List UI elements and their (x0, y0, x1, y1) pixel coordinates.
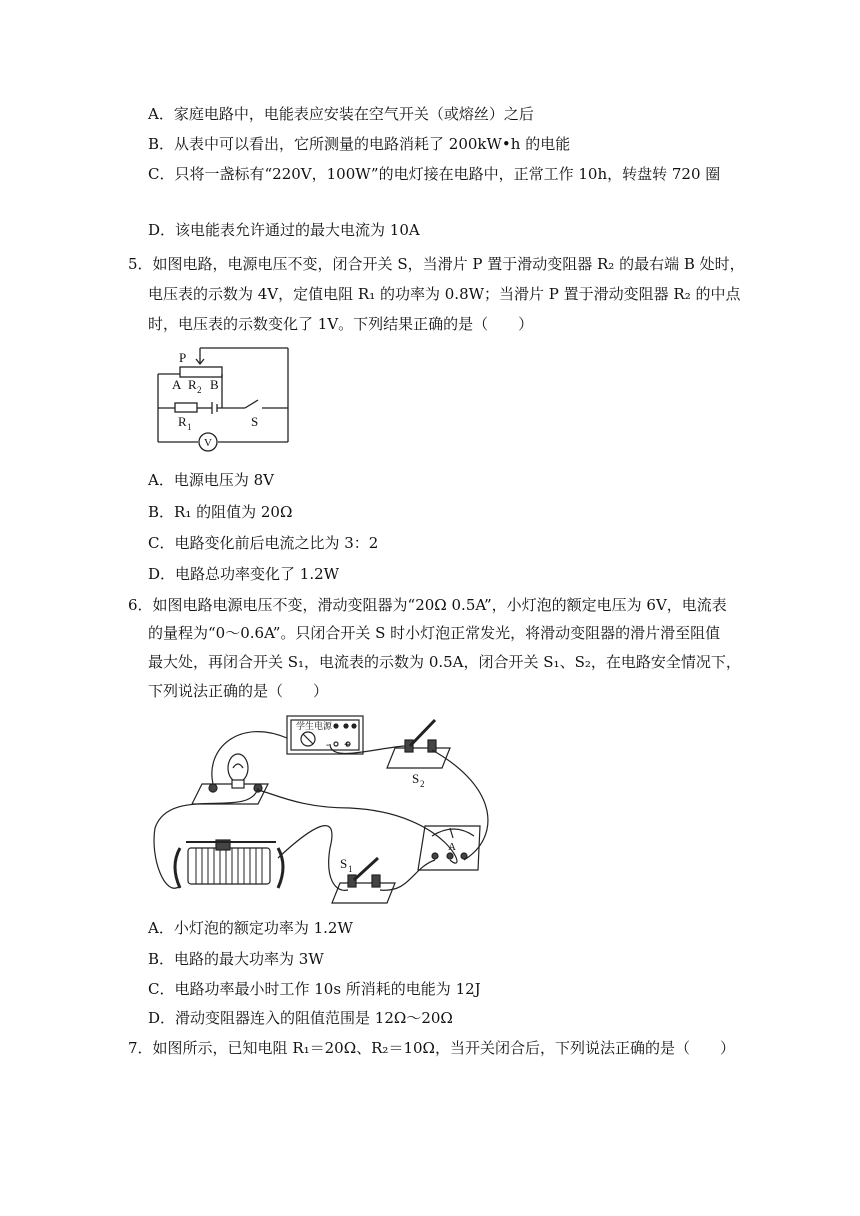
q4-option-c: C．只将一盏标有“220V，100W”的电灯接在电路中，正常工作 10h，转盘转 720 圈 (148, 165, 721, 183)
q5-label-r2: R (188, 377, 197, 392)
q5-option-a: A．电源电压为 8V (148, 471, 274, 489)
q6-stem-line-1: 6．如图电路电源电压不变，滑动变阻器为“20Ω 0.5A”，小灯泡的额定电压为 6V，电流表 (128, 596, 727, 614)
q6-label-s2-sub: 2 (420, 779, 425, 789)
q5-label-r1-sub: 1 (187, 422, 192, 432)
q5-option-c: C．电路变化前后电流之比为 3：2 (148, 534, 379, 552)
q5-label-a: A (172, 377, 182, 392)
q6-power-supply-label: 学生电源 (296, 721, 333, 731)
q5-circuit-diagram (150, 342, 295, 452)
q5-label-p: P (179, 350, 187, 365)
q6-power-minus: - (326, 740, 330, 751)
q4-option-b: B．从表中可以看出，它所测量的电路消耗了 200kW•h 的电能 (148, 135, 571, 153)
q6-power-plus: + (344, 740, 350, 751)
q6-option-a: A．小灯泡的额定功率为 1.2W (148, 919, 353, 937)
q6-label-s1: S (340, 856, 348, 871)
q6-ammeter-label: A (448, 841, 456, 853)
q5-stem-line-3: 时，电压表的示数变化了 1V。下列结果正确的是（ ） (148, 315, 534, 333)
q6-label-s1-sub: 1 (348, 864, 353, 874)
q5-label-r2-sub: 2 (197, 385, 202, 395)
q6-label-s2: S (412, 771, 420, 786)
q5-label-b: B (210, 377, 219, 392)
q6-option-c: C．电路功率最小时工作 10s 所消耗的电能为 12J (148, 980, 481, 998)
q6-stem-line-3: 最大处，再闭合开关 S₁，电流表的示数为 0.5A，闭合开关 S₁、S₂，在电路安全情况下， (148, 653, 741, 671)
q6-circuit-photo-illustration (150, 708, 510, 913)
q5-option-d: D．电路总功率变化了 1.2W (148, 565, 340, 583)
q5-stem-line-1: 5．如图电路，电源电压不变，闭合开关 S，当滑片 P 置于滑动变阻器 R₂ 的最右端 B 处时， (128, 255, 745, 273)
q6-option-b: B．电路的最大功率为 3W (148, 950, 324, 968)
q6-stem-line-2: 的量程为“0～0.6A”。只闭合开关 S 时小灯泡正常发光，将滑动变阻器的滑片滑至阻值 (148, 624, 721, 642)
q5-voltmeter-label: V (204, 437, 212, 449)
q4-option-a: A．家庭电路中，电能表应安装在空气开关（或熔丝）之后 (148, 105, 534, 123)
q5-label-s: S (251, 414, 259, 429)
q7-stem: 7．如图所示，已知电阻 R₁＝20Ω、R₂＝10Ω，当开关闭合后，下列说法正确的是（ ） (128, 1039, 735, 1057)
q6-option-d: D．滑动变阻器连入的阻值范围是 12Ω～20Ω (148, 1009, 453, 1027)
q5-option-b: B．R₁ 的阻值为 20Ω (148, 503, 293, 521)
q6-stem-line-4: 下列说法正确的是（ ） (148, 682, 329, 700)
q5-stem-line-2: 电压表的示数为 4V，定值电阻 R₁ 的功率为 0.8W；当滑片 P 置于滑动变阻器 R₂ 的中点 (148, 285, 741, 303)
q5-label-r1: R (178, 414, 187, 429)
q4-option-d: D．该电能表允许通过的最大电流为 10A (148, 221, 420, 239)
